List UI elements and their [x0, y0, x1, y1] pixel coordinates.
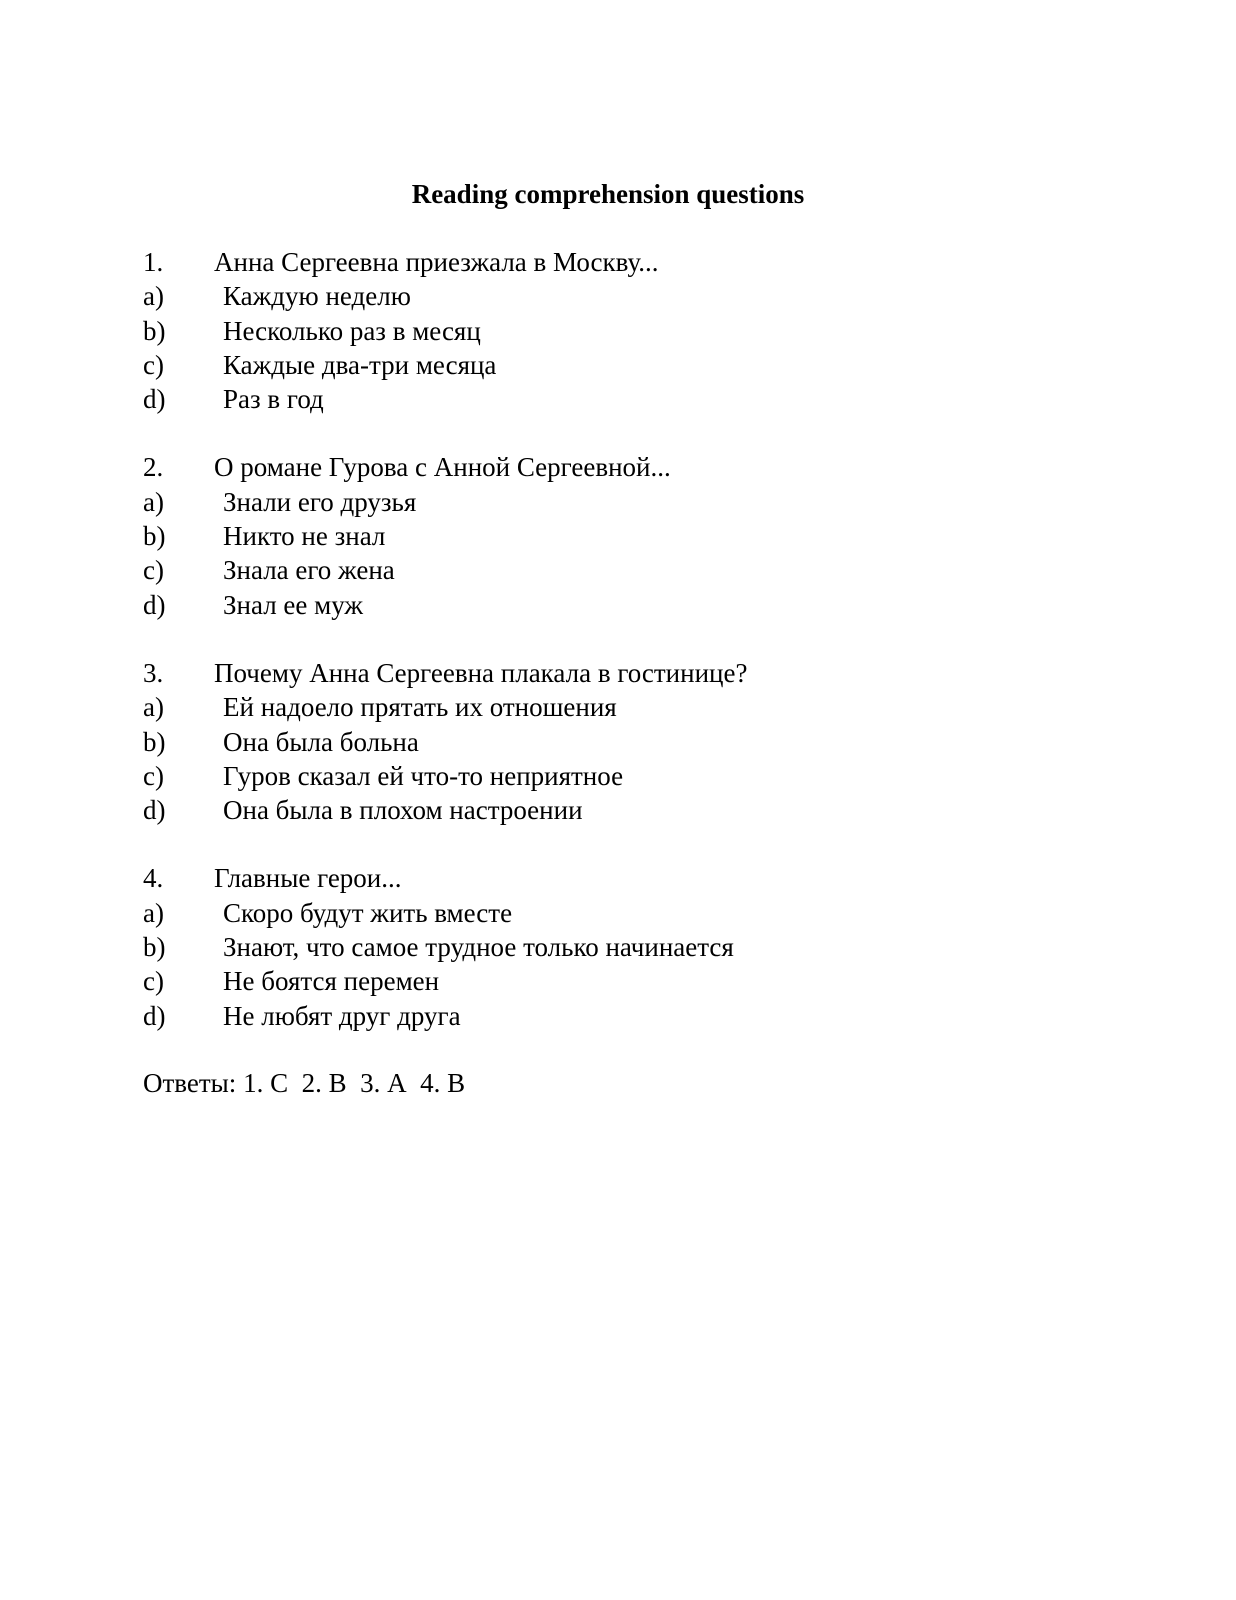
option-c	[143, 553, 1143, 587]
question-number: 3.	[143, 657, 164, 688]
option-text: Скоро будут жить вместе	[223, 897, 513, 928]
page-title: Reading comprehension questions	[411, 179, 805, 209]
option-label: a)	[143, 486, 164, 517]
option-c	[143, 348, 1143, 382]
option-text: Гуров сказал ей что-то неприятное	[223, 760, 624, 791]
option-text: Каждые два-три месяца	[223, 349, 497, 380]
option-text: Каждую неделю	[223, 281, 411, 312]
option-a	[143, 485, 1143, 519]
option-label: c)	[143, 966, 164, 997]
question-text: Почему Анна Сергеевна плакала в гостинице?	[214, 657, 748, 688]
option-text: Она была в плохом настроении	[223, 795, 583, 826]
option-text: Она была больна	[223, 726, 419, 757]
option-text: Никто не знал	[223, 521, 386, 552]
question-stem	[143, 450, 1143, 484]
option-text: Не любят друг друга	[223, 1000, 461, 1031]
option-text: Несколько раз в месяц	[223, 315, 481, 346]
option-label: c)	[143, 760, 164, 791]
option-label: b)	[143, 932, 166, 963]
option-label: c)	[143, 555, 164, 586]
option-text: Знают, что самое трудное только начинается	[223, 932, 734, 963]
option-label: d)	[143, 795, 166, 826]
option-label: b)	[143, 521, 166, 552]
option-label: b)	[143, 315, 166, 346]
option-label: a)	[143, 692, 164, 723]
question-2	[143, 450, 1143, 621]
option-text: Ей надоело прятать их отношения	[223, 692, 617, 723]
question-text: О романе Гурова с Анной Сергеевной...	[214, 452, 671, 483]
option-a	[143, 690, 1143, 724]
option-d	[143, 999, 1143, 1033]
option-b	[143, 314, 1143, 348]
question-text: Главные герои...	[214, 863, 402, 894]
question-number: 1.	[143, 247, 164, 277]
option-d	[143, 793, 1143, 827]
question-1	[143, 245, 1143, 416]
option-a	[143, 896, 1143, 930]
option-b	[143, 725, 1143, 759]
option-d	[143, 382, 1143, 416]
question-text: Анна Сергеевна приезжала в Москву...	[214, 247, 659, 277]
option-label: d)	[143, 589, 166, 620]
option-label: d)	[143, 384, 166, 415]
option-text: Знал ее муж	[223, 589, 364, 620]
option-label: d)	[143, 1000, 166, 1031]
answer-key: Ответы: 1. С 2. В 3. А 4. В	[143, 1068, 466, 1098]
question-number: 4.	[143, 863, 164, 894]
option-c	[143, 759, 1143, 793]
option-b	[143, 930, 1143, 964]
option-label: c)	[143, 349, 164, 380]
option-label: a)	[143, 897, 164, 928]
question-stem	[143, 245, 1143, 279]
option-label: a)	[143, 281, 164, 312]
question-3	[143, 656, 1143, 827]
option-d	[143, 588, 1143, 622]
question-list	[143, 245, 1143, 1067]
option-text: Раз в год	[223, 384, 324, 415]
option-c	[143, 964, 1143, 998]
question-number: 2.	[143, 452, 164, 483]
option-text: Знала его жена	[223, 555, 395, 586]
option-b	[143, 519, 1143, 553]
question-4	[143, 861, 1143, 1032]
option-label: b)	[143, 726, 166, 757]
question-stem	[143, 861, 1143, 895]
option-a	[143, 279, 1143, 313]
option-text: Знали его друзья	[223, 486, 417, 517]
question-stem	[143, 656, 1143, 690]
option-text: Не боятся перемен	[223, 966, 440, 997]
